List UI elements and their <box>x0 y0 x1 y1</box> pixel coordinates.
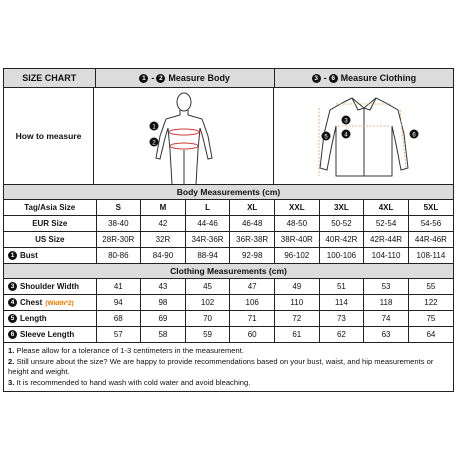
size-header-row <box>4 200 453 216</box>
marker-badge: 6 <box>8 330 17 339</box>
table-cell: 45 <box>185 279 230 295</box>
table-cell: 42R-44R <box>364 232 409 248</box>
table-cell: 60 <box>230 327 275 343</box>
size-header: S <box>96 200 141 216</box>
table-cell: 75 <box>408 311 453 327</box>
table-cell: 44R-46R <box>408 232 453 248</box>
table-cell: 61 <box>275 327 320 343</box>
row-label <box>4 327 96 343</box>
table-cell: 104-110 <box>364 248 409 264</box>
table-row <box>4 216 453 232</box>
how-to-measure-label: How to measure <box>4 88 94 184</box>
measure-body-title <box>96 69 275 87</box>
marker-badge: 3 <box>8 282 17 291</box>
table-cell: 73 <box>319 311 364 327</box>
table-cell: 49 <box>275 279 320 295</box>
table-cell: 43 <box>141 279 186 295</box>
marker-3-label: 3 <box>344 118 348 125</box>
table-cell: 38R-40R <box>275 232 320 248</box>
row-label-text: Length <box>20 313 47 323</box>
clothing-measurements-title: Clothing Measurements (cm) <box>4 264 453 279</box>
table-row <box>4 327 453 343</box>
note-text: Still unsure about the size? We are happy to provide recommendations based on your bust, waist, and hip measurements or height and weight. <box>8 356 434 376</box>
row-label <box>4 248 96 264</box>
table-cell: 96-102 <box>275 248 320 264</box>
marker-6-label: 6 <box>412 132 416 139</box>
note-number: 3. <box>8 377 15 387</box>
row-label-note: (Width*2) <box>45 299 74 307</box>
table-cell: 71 <box>230 311 275 327</box>
table-cell: 122 <box>408 295 453 311</box>
shirt-diagram <box>274 88 453 184</box>
marker-badge: 4 <box>8 298 17 307</box>
size-header: M <box>141 200 186 216</box>
table-row <box>4 248 453 264</box>
size-header: 5XL <box>408 200 453 216</box>
marker-6: 6 <box>329 74 338 83</box>
clothing-measurements-table <box>4 279 453 343</box>
table-cell: 32R <box>141 232 186 248</box>
dash: - <box>323 73 327 83</box>
marker-2: 2 <box>156 74 165 83</box>
marker-3: 3 <box>312 74 321 83</box>
table-cell: 102 <box>185 295 230 311</box>
table-row <box>4 232 453 248</box>
table-cell: 58 <box>141 327 186 343</box>
table-cell: 51 <box>319 279 364 295</box>
marker-5-label: 5 <box>324 134 328 141</box>
table-row <box>4 279 453 295</box>
table-cell: 118 <box>364 295 409 311</box>
body-figure-icon <box>94 88 274 184</box>
row-label-text: EUR Size <box>32 219 68 228</box>
table-cell: 80-86 <box>96 248 141 264</box>
note-number: 2. <box>8 356 15 366</box>
row-label <box>4 311 96 327</box>
body-measurements-title: Body Measurements (cm) <box>4 185 453 200</box>
table-cell: 114 <box>319 295 364 311</box>
row-label <box>4 295 96 311</box>
row-label <box>4 232 96 248</box>
marker-2-label: 2 <box>152 140 156 147</box>
row-label-text: Bust <box>20 250 38 260</box>
table-cell: 68 <box>96 311 141 327</box>
body-measurements-table <box>4 200 453 264</box>
size-header: XL <box>230 200 275 216</box>
table-cell: 36R-38R <box>230 232 275 248</box>
how-to-measure-row <box>4 88 453 185</box>
row-label-text: Shoulder Width <box>20 281 80 291</box>
note-number: 1. <box>8 346 15 355</box>
row-label-text: Chest <box>20 297 43 307</box>
body-diagram <box>94 88 274 184</box>
size-header: L <box>185 200 230 216</box>
marker-1-label: 1 <box>152 124 156 131</box>
size-header: XXL <box>275 200 320 216</box>
table-cell: 64 <box>408 327 453 343</box>
table-cell: 44-46 <box>185 216 230 232</box>
size-chart-sheet <box>3 68 454 392</box>
notes-block <box>4 343 453 391</box>
note-text: It is recommended to hand wash with cold water and avoid bleaching. <box>14 377 251 387</box>
table-cell: 47 <box>230 279 275 295</box>
row-label-text: US Size <box>35 235 65 244</box>
size-header: 3XL <box>319 200 364 216</box>
table-cell: 70 <box>185 311 230 327</box>
table-cell: 34R-36R <box>185 232 230 248</box>
table-cell: 100-106 <box>319 248 364 264</box>
table-cell: 57 <box>96 327 141 343</box>
table-cell: 40R-42R <box>319 232 364 248</box>
table-row <box>4 295 453 311</box>
marker-badge: 1 <box>8 251 17 260</box>
table-cell: 48-50 <box>275 216 320 232</box>
table-cell: 46-48 <box>230 216 275 232</box>
table-cell: 59 <box>185 327 230 343</box>
size-chart-title: SIZE CHART <box>4 69 96 87</box>
row-label <box>4 216 96 232</box>
measure-body-label: Measure Body <box>168 73 230 83</box>
table-cell: 50-52 <box>319 216 364 232</box>
tag-asia-size-header: Tag/Asia Size <box>4 200 96 216</box>
dash: - <box>151 73 155 83</box>
measure-clothing-title <box>275 69 453 87</box>
table-cell: 38-40 <box>96 216 141 232</box>
shirt-figure-icon <box>274 88 453 184</box>
row-label <box>4 279 96 295</box>
table-cell: 94 <box>96 295 141 311</box>
table-cell: 69 <box>141 311 186 327</box>
table-cell: 98 <box>141 295 186 311</box>
table-cell: 84-90 <box>141 248 186 264</box>
note-2 <box>8 357 449 378</box>
table-cell: 41 <box>96 279 141 295</box>
size-header: 4XL <box>364 200 409 216</box>
table-cell: 74 <box>364 311 409 327</box>
table-cell: 88-94 <box>185 248 230 264</box>
table-cell: 52-54 <box>364 216 409 232</box>
marker-1: 1 <box>139 74 148 83</box>
table-cell: 106 <box>230 295 275 311</box>
note-text: Please allow for a tolerance of 1-3 centimeters in the measurement. <box>14 346 244 355</box>
table-cell: 28R-30R <box>96 232 141 248</box>
note-3 <box>8 378 449 389</box>
table-row <box>4 311 453 327</box>
note-1 <box>8 346 449 357</box>
table-cell: 42 <box>141 216 186 232</box>
measure-clothing-label: Measure Clothing <box>340 73 417 83</box>
table-cell: 72 <box>275 311 320 327</box>
table-cell: 110 <box>275 295 320 311</box>
table-cell: 54-56 <box>408 216 453 232</box>
body-rows <box>4 216 453 264</box>
table-cell: 63 <box>364 327 409 343</box>
row-label-text: Sleeve Length <box>20 329 75 339</box>
table-cell: 92-98 <box>230 248 275 264</box>
marker-4-label: 4 <box>344 132 348 139</box>
table-cell: 53 <box>364 279 409 295</box>
table-cell: 62 <box>319 327 364 343</box>
marker-badge: 5 <box>8 314 17 323</box>
table-cell: 108-114 <box>408 248 453 264</box>
table-cell: 55 <box>408 279 453 295</box>
clothing-rows <box>4 279 453 343</box>
chart-header-row <box>4 69 453 88</box>
